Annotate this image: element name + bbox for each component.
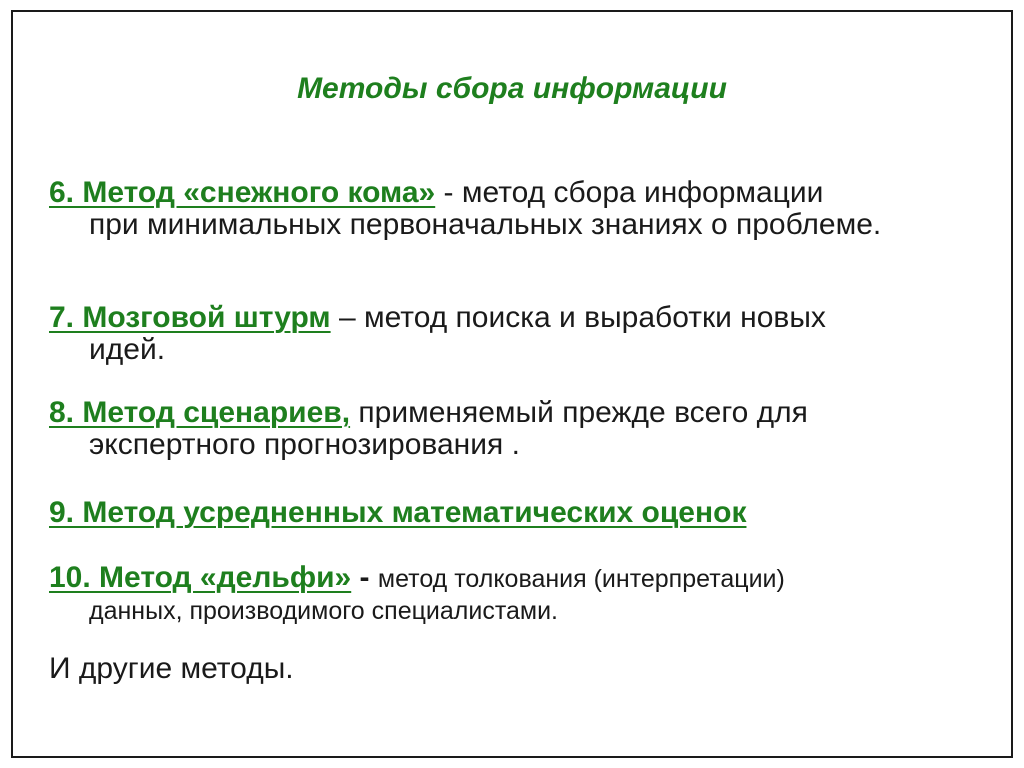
- slide-title: Методы сбора информации: [297, 72, 727, 105]
- item-snowball-desc: - метод сбора информации: [435, 176, 824, 209]
- item-scenarios-cont: экспертного прогнозирования .: [89, 428, 520, 461]
- list-item-delphi: [49, 562, 949, 627]
- list-item-brainstorm: [49, 302, 949, 366]
- item-delphi-dash: -: [351, 561, 378, 594]
- list-item-snowball: [49, 177, 949, 241]
- list-item-averaged: [49, 497, 949, 529]
- item-brainstorm-cont: идей.: [89, 333, 166, 366]
- term-brainstorm: 7. Мозговой штурм: [49, 301, 331, 334]
- item-delphi-cont: данных, производимого специалистами.: [89, 597, 559, 625]
- other-methods: И другие методы.: [49, 652, 294, 685]
- list-item-scenarios: [49, 397, 949, 461]
- item-brainstorm-desc: – метод поиска и выработки новых: [330, 301, 826, 334]
- item-scenarios-desc: применяемый прежде всего для: [350, 396, 808, 429]
- term-scenarios: 8. Метод сценариев,: [49, 396, 351, 429]
- slide-frame: [11, 10, 1013, 758]
- term-snowball: 6. Метод «снежного кома»: [49, 176, 436, 209]
- item-snowball-cont: при минимальных первоначальных знаниях о проблеме.: [89, 208, 882, 241]
- term-delphi: 10. Метод «дельфи»: [49, 561, 352, 594]
- term-averaged: 9. Метод усредненных математических оценок: [49, 496, 747, 529]
- item-delphi-desc: метод толкования (интерпретации): [377, 565, 785, 593]
